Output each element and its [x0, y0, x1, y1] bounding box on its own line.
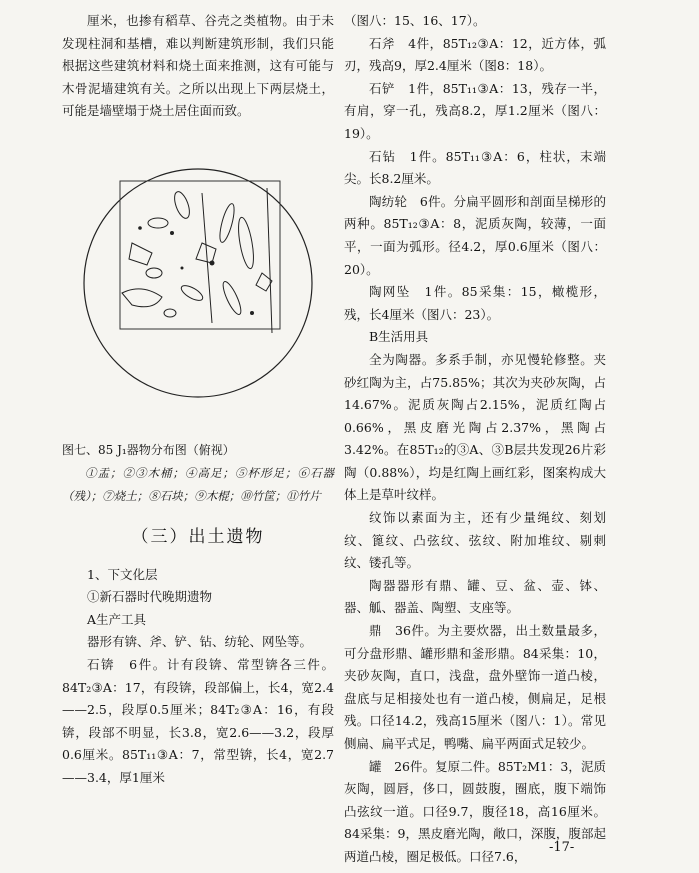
stone-shovel-paragraph: 石铲 1件，85T₁₁③A：13，残存一半，有肩，穿一孔，残高8.2，厚1.2厘米（图八：19）。	[344, 80, 606, 141]
tools-paragraph: 器形有锛、斧、铲、钻、纺轮、网坠等。	[87, 634, 313, 650]
stone-drill-paragraph: 石钻 1件。85T₁₁③A：6，柱状，末端尖。长8.2厘米。	[344, 148, 606, 187]
right-column	[344, 10, 606, 869]
subheading-daily-utensils: B生活用具	[369, 329, 429, 345]
jar-paragraph: 罐 26件。复原二件。85T₂M1：3，泥质灰陶，圆唇，侈口，圆鼓腹，圈底，腹下端饰凸弦纹一道。口径9.7，腹径18，高16厘米。84采集：9，黑皮磨光陶，敞口，深腹，腹部起两道凸棱，圈足极低。口径7.6，	[344, 758, 606, 864]
ding-paragraph: 鼎 36件。为主要炊器，出土数量最多，可分盘形鼎、罐形鼎和釜形鼎。84采集：10，夹砂灰陶，直口，浅盘，盘外壁饰一道凸棱，盘底与足相接处也有一道凸棱，侧扁足，足根残。口径14.2，残高15厘米（图八：1）。常见侧扁、扁平式足，鸭嘴、扁平两面式足较少。	[344, 623, 606, 751]
subheading-production-tools: A生产工具	[87, 611, 147, 627]
pottery-overview-paragraph: 全为陶器。多系手制，亦见慢轮修整。夹砂红陶为主，占75.85%；其次为夹砂灰陶，占14.67%。泥质灰陶占2.15%，泥质红陶占0.66%，黑皮磨光陶占2.37%，黑陶占3.42%。在85T₁₂的③A、③B层共发现26片彩陶（0.88%），均是红陶上画红彩，图案构成大体上是草叶纹样。	[344, 351, 606, 503]
section-title: （三）出土遗物	[131, 526, 265, 547]
vessel-forms-paragraph: 陶器器形有鼎、罐、豆、盆、壶、钵、器、觚、器盖、陶塑、支座等。	[344, 577, 606, 616]
subheading-neolithic: ①新石器时代晚期遗物	[87, 589, 213, 605]
figure-distribution-map	[62, 133, 334, 433]
subheading-lower-layer: 1、下文化层	[87, 566, 158, 582]
figure-legend: ①盂；②③木桶；④高足；⑤杯形足；⑥石器（残）；⑦烧土；⑧石块；⑨木棍；⑩竹筐；⑪竹片	[62, 465, 334, 503]
stone-adze-paragraph: 石锛 6件。计有段锛、常型锛各三件。84T₂③A：17，有段锛，段部偏上，长4，宽2.4——2.5，段厚0.5厘米；84T₂③A：16，有段锛，段部不明显，长3.8，宽2.6——3.2，段厚0.6厘米。85T₁₁③A：7，常型锛，长4，宽2.7——3.4，厚1厘米	[62, 656, 334, 785]
page-number: -17-	[549, 840, 575, 855]
figure-caption: 图七、85 J₁器物分布图（俯视）	[62, 442, 235, 457]
decoration-paragraph: 纹饰以素面为主，还有少量绳纹、刻划纹、篦纹、凸弦纹、弦纹、附加堆纹、剔刺纹、镂孔等。	[344, 510, 606, 571]
spindle-whorl-paragraph: 陶纺轮 6件。分扁平圆形和剖面呈梯形的两种。85T₁₂③A：8，泥质灰陶，较薄，一面平，一面为弧形。径4.2，厚0.6厘米（图八：20）。	[344, 193, 606, 277]
left-column	[62, 10, 334, 790]
figure-reference: （图八：15、16、17）。	[344, 13, 486, 28]
net-sinker-paragraph: 陶网坠 1件。85采集：15，橄榄形，残，长4厘米（图八：23）。	[344, 284, 606, 322]
stone-axe-paragraph: 石斧 4件，85T₁₂③A：12，近方体，弧刃，残高9，厚2.4厘米（图8：18）。	[344, 35, 606, 74]
artifact-distribution-drawing	[62, 133, 334, 433]
intro-paragraph: 厘米，也掺有稻草、谷壳之类植物。由于未发现柱洞和基槽，难以判断建筑形制，我们只能根据这些建筑材料和烧土面来推测，这有可能与木骨泥墙建筑有关。之所以出现上下两层烧土，可能是墙壁塌于烧土居住面而致。	[62, 13, 334, 119]
